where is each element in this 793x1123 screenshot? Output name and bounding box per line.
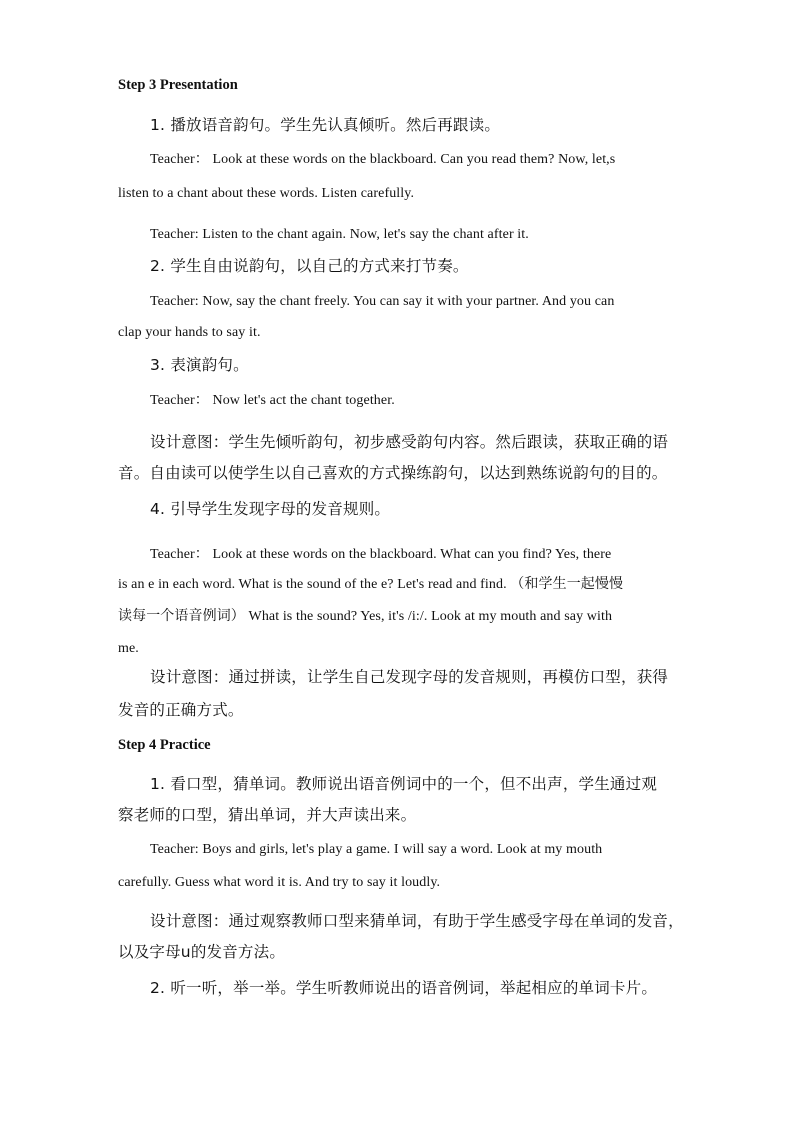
design-intent-text: 设计意图：学生先倾听韵句，初步感受韵句内容。然后跟读，获取正确的语 [150,433,669,451]
teacher-line-continued: clap your hands to say it. [118,325,261,340]
step4-item-2: 2. 听一听，举一举。学生听教师说出的语音例词，举起相应的单词卡片。 [150,979,658,997]
step3-item-3: 3. 表演韵句。 [150,356,249,374]
teacher-line: Teacher: Now, say the chant freely. You can say it with your partner. And you can [150,294,615,309]
teacher-line-continued: me. [118,641,139,656]
design-intent-text: 设计意图：通过拼读，让学生自己发现字母的发音规则，再模仿口型，获得 [150,668,669,686]
teacher-line: Teacher： Look at these words on the blackboard. Can you read them? Now, let,s [150,152,616,167]
teacher-line: Teacher: Listen to the chant again. Now, let's say the chant after it. [150,227,529,242]
design-intent-text: 设计意图：通过观察教师口型来猜单词，有助于学生感受字母在单词的发音， [150,912,684,930]
teacher-line: Teacher: Boys and girls, let's play a game. I will say a word. Look at my mouth [150,842,603,857]
step4-item-1-continued: 察老师的口型，猜出单词，并大声读出来。 [118,806,417,824]
teacher-line-continued: listen to a chant about these words. Listen carefully. [118,186,415,201]
design-intent-text-continued: 发音的正确方式。 [118,701,244,719]
teacher-line-continued: is an e in each word. What is the sound of the e? Let's read and find. （和学生一起慢慢 [118,577,624,592]
step4-heading: Step 4 Practice [118,737,211,753]
step3-heading: Step 3 Presentation [118,77,238,93]
teacher-line-continued: carefully. Guess what word it is. And try to say it loudly. [118,875,441,890]
step4-item-1: 1. 看口型，猜单词。教师说出语音例词中的一个，但不出声，学生通过观 [150,775,658,793]
teacher-line-continued: 读每一个语音例词） What is the sound? Yes, it's /i:/. Look at my mouth and say with [118,609,613,624]
teacher-line: Teacher： Look at these words on the blackboard. What can you find? Yes, there [150,547,612,562]
design-intent-text-continued: 以及字母u的发音方法。 [118,943,286,961]
step3-item-2: 2. 学生自由说韵句，以自己的方式来打节奏。 [150,257,469,275]
step3-item-4: 4. 引导学生发现字母的发音规则。 [150,500,391,518]
design-intent-text-continued: 音。自由读可以使学生以自己喜欢的方式操练韵句，以达到熟练说韵句的目的。 [118,464,668,482]
teacher-line: Teacher： Now let's act the chant together. [150,393,395,408]
step3-item-1: 1. 播放语音韵句。学生先认真倾听。然后再跟读。 [150,116,501,134]
